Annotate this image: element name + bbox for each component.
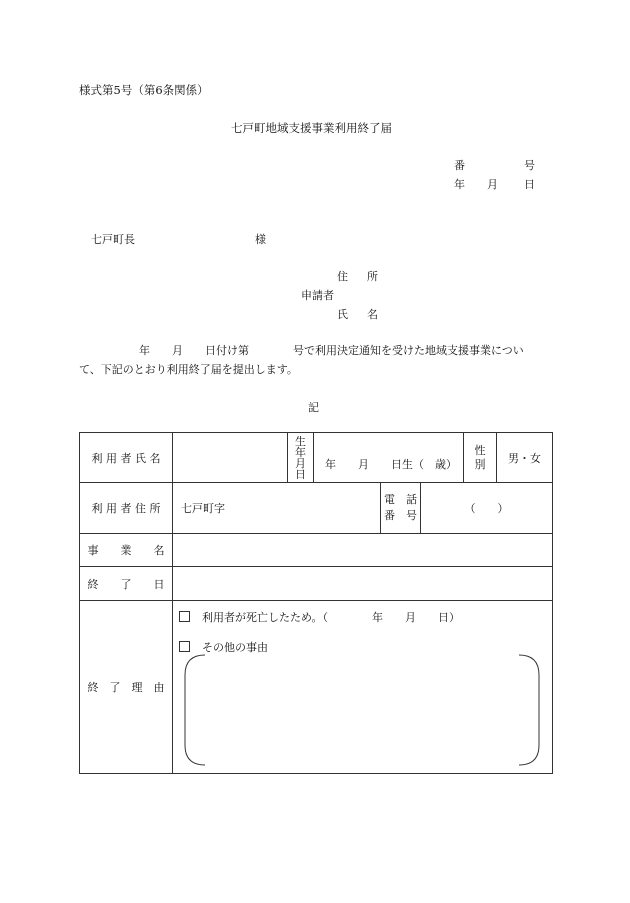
end-date-field[interactable] [173, 567, 553, 601]
birth-date-value: 年 月 日生（ 歳） [325, 458, 458, 471]
phone-label [381, 483, 421, 534]
user-address-prefix: 七戸町字 [181, 502, 225, 515]
birth-label [288, 433, 314, 483]
date-label-year: 年 [454, 178, 465, 191]
row-end-reason [80, 601, 553, 774]
birth-label-char: 年 [295, 445, 306, 459]
row-business-name [80, 534, 553, 567]
checkbox-icon[interactable] [179, 611, 190, 622]
reason-option-death-label: 利用者が死亡したため。（ 年 月 日） [202, 611, 461, 624]
user-name-field[interactable] [173, 433, 288, 483]
addressee-name: 七戸町長 [91, 233, 135, 246]
birth-date-field[interactable] [314, 433, 464, 483]
row-end-date [80, 567, 553, 601]
checkbox-icon[interactable] [179, 641, 190, 652]
end-date-label: 終 了 日 [80, 567, 173, 601]
date-label-month: 月 [487, 178, 498, 191]
row-user-name [80, 433, 553, 483]
reason-option-death[interactable] [179, 609, 460, 625]
phone-label-line: 電 話 [384, 493, 417, 506]
addressee-honorific: 様 [255, 233, 266, 246]
phone-label-line: 番 号 [384, 509, 417, 522]
number-label-ban: 番 [454, 159, 465, 172]
other-reason-bracket-box[interactable] [183, 653, 543, 769]
sex-label-char: 別 [474, 457, 486, 471]
business-name-label: 事 業 名 [80, 534, 173, 567]
body-text-line1: 年 月 日付け第 号で利用決定通知を受けた地域支援事業につい [139, 344, 524, 357]
user-address-field[interactable] [173, 483, 381, 534]
form-table [79, 432, 553, 774]
user-address-label: 利 用 者 住 所 [80, 483, 173, 534]
date-label-day: 日 [524, 178, 535, 191]
sex-label-char: 性 [474, 443, 486, 457]
phone-field[interactable]: （ ） [421, 483, 553, 534]
birth-label-char: 日 [295, 467, 306, 481]
applicant-address-label: 住 所 [337, 270, 382, 283]
number-label-go: 号 [524, 159, 535, 172]
body-text-line2: て、下記のとおり利用終了届を提出します。 [79, 363, 298, 376]
sex-field[interactable]: 男・女 [497, 433, 553, 483]
applicant-role-label: 申請者 [301, 289, 334, 302]
user-name-label: 利 用 者 氏 名 [80, 433, 173, 483]
birth-label-char: 月 [295, 456, 306, 470]
birth-label-char: 生 [295, 434, 306, 448]
document-title: 七戸町地域支援事業利用終了届 [231, 121, 392, 135]
row-user-address [80, 483, 553, 534]
form-number: 様式第5号（第6条関係） [79, 83, 209, 97]
end-reason-field [173, 601, 553, 774]
sex-label [464, 433, 497, 483]
end-reason-label: 終 了 理 由 [80, 601, 173, 774]
reason-option-other-label: その他の事由 [202, 641, 268, 654]
ki-heading: 記 [308, 401, 319, 414]
business-name-field[interactable] [173, 534, 553, 567]
applicant-name-label: 氏 名 [337, 308, 382, 321]
